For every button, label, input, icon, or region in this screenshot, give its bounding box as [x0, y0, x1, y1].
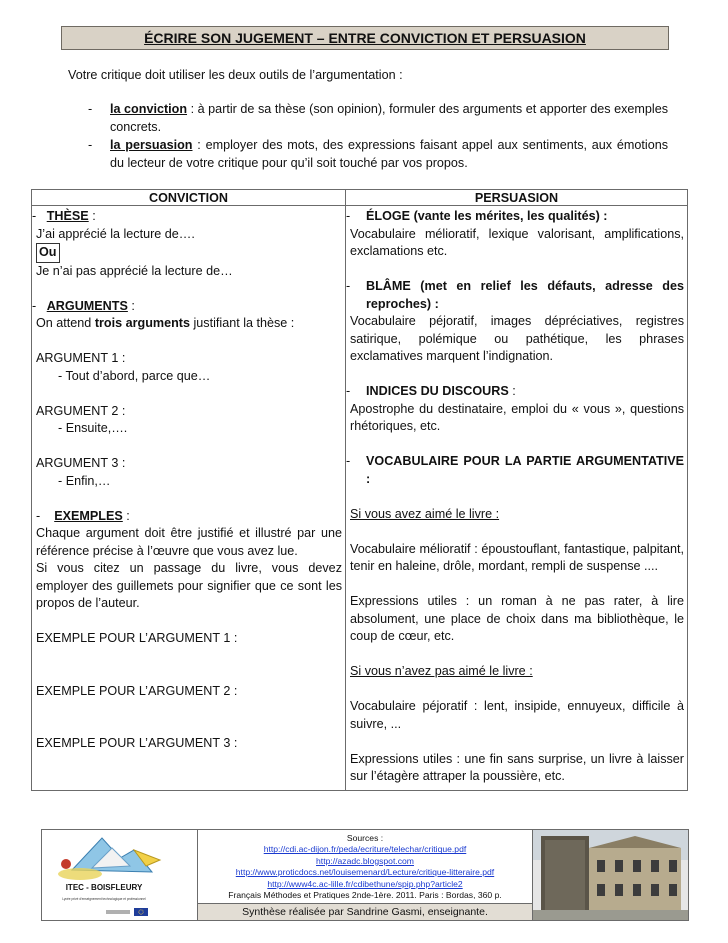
intro-item-persuasion [68, 136, 668, 172]
blame-text: Vocabulaire péjoratif, images dépréciatives, registres satirique, polémique ou pathétique, les phrases exclamatives marquent l’indignation. [350, 314, 684, 363]
intro-text: : employer des mots, des expressions faisant appel aux sentiments, aux émotions du lecteur de votre critique pour qu’il soit touché par vos propos. [110, 138, 668, 170]
footer [41, 829, 689, 921]
exemple-2-label: EXEMPLE POUR L’ARGUMENT 2 : [36, 683, 238, 698]
aime-expressions: Expressions utiles : un roman à ne pas rater, à lire absolument, une place de choix dans ma bibliothèque, le coup de cœur, etc. [350, 594, 684, 643]
exemples-text-2: Si vous citez un passage du livre, vous devez employer des guillemets pour signifier que ce sont les propos de l’auteur. [36, 561, 342, 610]
logo-tagline: Lycée privé d'enseignement technologique et professionnel [62, 897, 146, 901]
argument-2-item: - Ensuite,…. [58, 421, 128, 435]
exemples-text-1: Chaque argument doit être justifié et illustré par une référence précise à l’œuvre que vous avez lue. [36, 526, 342, 558]
blame-title: BLÂME (met en relief les défauts, adresse des reproches) : [366, 279, 684, 311]
arguments-text: On attend trois arguments justifiant la thèse : [36, 316, 295, 330]
vocab-dash: - [346, 454, 351, 468]
arguments-label: ARGUMENTS [46, 298, 128, 313]
column-header-conviction: CONVICTION [32, 190, 346, 206]
aime-vocab: Vocabulaire mélioratif : époustouflant, fantastique, palpitant, tenir en haleine, drôle, mordant, rempli de suspense .... [350, 541, 684, 573]
eloge-text: Vocabulaire mélioratif, lexique valorisant, amplifications, exclamations etc. [350, 226, 684, 258]
page-title: ÉCRIRE SON JUGEMENT – ENTRE CONVICTION ET PERSUASION [61, 26, 669, 50]
vocab-title: VOCABULAIRE POUR LA PARTIE ARGUMENTATIVE : [366, 454, 684, 486]
aime-title: Si vous avez aimé le livre : [350, 506, 500, 521]
pas-aime-expressions: Expressions utiles : une fin sans surprise, un livre à laisser sur l’étagère attraper la poussière, etc. [350, 751, 684, 783]
these-colon: : [88, 209, 96, 223]
comparison-table [31, 189, 688, 791]
pas-aime-title: Si vous n’avez pas aimé le livre : [350, 664, 533, 678]
intro-text: : à partir de sa thèse (son opinion), formuler des arguments et apporter des exemples concrets. [110, 102, 668, 134]
exemple-1-label: EXEMPLE POUR L’ARGUMENT 1 : [36, 631, 238, 645]
blame-dash: - [346, 279, 351, 293]
exemples-colon: : [122, 508, 130, 523]
indices-text: Apostrophe du destinataire, emploi du « vous », questions rhétoriques, etc. [350, 401, 684, 433]
intro-list [68, 100, 668, 172]
book-reference: Français Méthodes et Pratiques 2nde-1ère. 2011. Paris : Bordas, 360 p. [228, 890, 502, 901]
source-link[interactable]: http://azadc.blogspot.com [316, 855, 414, 866]
these-label: THÈSE [46, 209, 89, 223]
argument-1-label: ARGUMENT 1 : [36, 351, 126, 365]
intro-item-conviction [68, 100, 668, 136]
these-line-2: Je n’ai pas apprécié la lecture de… [36, 263, 233, 278]
intro-lead: Votre critique doit utiliser les deux outils de l’argumentation : [68, 68, 403, 82]
table-row [32, 206, 688, 791]
arguments-colon: : [127, 298, 135, 313]
intro-term: la persuasion [110, 138, 193, 152]
pas-aime-vocab: Vocabulaire péjoratif : lent, insipide, ennuyeux, difficile à suivre, ... [350, 699, 684, 731]
author-credit: Synthèse réalisée par Sandrine Gasmi, enseignante. [198, 903, 532, 920]
school-photo [533, 830, 688, 920]
indices-colon: : [508, 384, 516, 398]
exemples-dash: - [36, 508, 41, 523]
arguments-dash: - [32, 298, 37, 313]
intro-section [68, 68, 668, 172]
indices-title: INDICES DU DISCOURS [366, 384, 509, 398]
argument-1-item: - Tout d’abord, parce que… [58, 368, 211, 383]
table-header-row [32, 190, 688, 206]
indices-dash: - [346, 384, 351, 398]
eloge-dash: - [346, 209, 351, 223]
these-ou: Ou [36, 243, 60, 263]
source-link[interactable]: http://www4c.ac-lille.fr/cdibethune/spip.php?article2 [267, 878, 463, 889]
argument-2-label: ARGUMENT 2 : [36, 403, 126, 418]
exemples-label: EXEMPLES [54, 508, 123, 523]
exemple-3-label: EXEMPLE POUR L’ARGUMENT 3 : [36, 736, 238, 750]
source-link[interactable]: http://cdi.ac-dijon.fr/peda/ecriture/telechar/critique.pdf [263, 844, 467, 855]
persuasion-cell [346, 206, 688, 791]
sources-section [198, 830, 533, 920]
intro-term: la conviction [110, 102, 188, 116]
argument-3-item: - Enfin,… [58, 473, 111, 488]
conviction-cell [32, 206, 346, 791]
logo-name: ITEC - BOISFLEURY [65, 883, 143, 892]
logo-graphic [42, 830, 197, 920]
school-logo [42, 830, 198, 920]
bullet-dash: - [88, 138, 93, 152]
argument-3-label: ARGUMENT 3 : [36, 456, 126, 470]
source-link[interactable]: http://www.proticdocs.net/louisemenard/Lecture/critique-litteraire.pdf [235, 867, 495, 878]
sources-label: Sources : [346, 833, 384, 843]
these-line-1: J’ai apprécié la lecture de…. [36, 226, 195, 241]
building-photo-image [533, 830, 688, 920]
bullet-dash: - [88, 102, 93, 116]
these-dash: - [32, 209, 37, 223]
column-header-persuasion: PERSUASION [346, 190, 688, 206]
eloge-title: ÉLOGE (vante les mérites, les qualités) : [366, 209, 608, 223]
